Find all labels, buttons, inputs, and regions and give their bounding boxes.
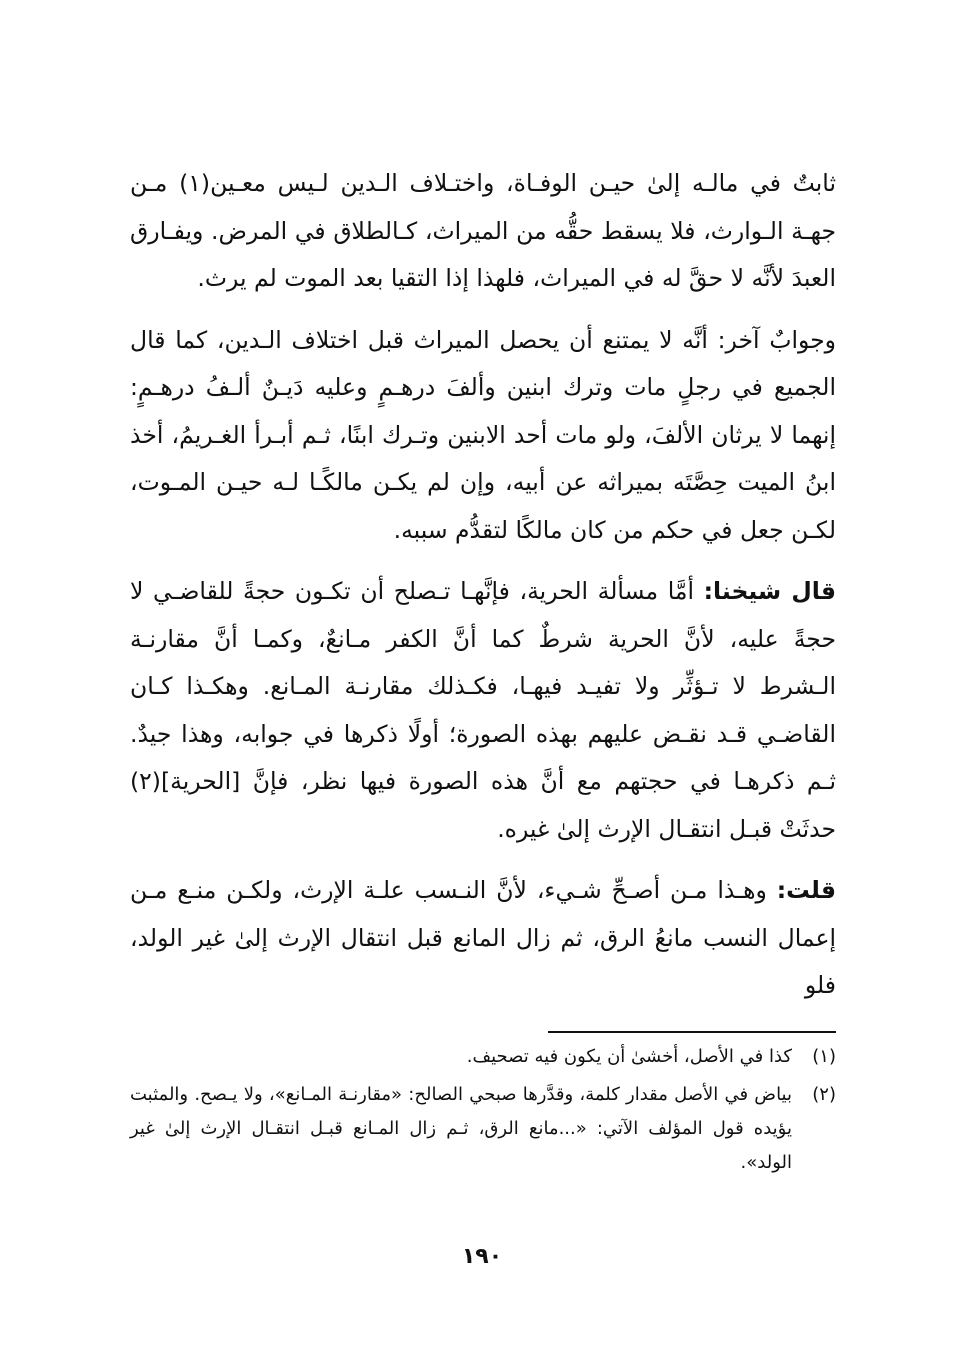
footnote-2 [130,1078,836,1180]
main-text [130,160,836,1024]
paragraph-text: وهـذا مـن أصـحِّ شـيء، لأنَّ النـسب علـة الإرث، ولكـن منـع مـن إعمال النسب مانعُ الرق، ثم زال المانع قبل انتقال الإرث إلىٰ غير الولد، فلو [130,876,836,999]
paragraph-lead: قال شيخنا: [703,577,836,605]
footnote-number: (٢) [812,1084,836,1105]
paragraph-text: أمَّا مسألة الحرية، فإنَّهـا تـصلح أن تكـون حجةً للقاضـي لا حجةً عليه، لأنَّ الحرية شرطٌ كما أنَّ الكفر مـانعٌ، وكمـا أنَّ مقارنـة الـشرط لا تـؤثِّر ولا تفيـد فيهـا، فكـذلك مقارنـة المـانع. وهكـذا كـان القاضـي قـد نقـض عليهم بهذه الصورة؛ أولًا ذكرها في جوابه، وهذا جيدٌ. ثـم ذكرهـا في حجتهم مع أنَّ هذه الصورة فيها نظر، فإنَّ [الحرية](٢) حدثَتْ قبـل انتقـال الإرث إلىٰ غيره. [130,577,836,843]
footnote-number: (١) [812,1046,836,1067]
footnotes [130,1040,836,1184]
footnote-1 [130,1040,836,1074]
footnote-text: بياض في الأصل مقدار كلمة، وقدَّرها صبحي الصالح: «مقارنـة المـانع»، ولا يـصح. والمثبت يؤيده قول المؤلف الآتي: «...مانع الرق، ثـم زال المـانع قبـل انتقـال الإرث إلىٰ غير الولد». [130,1084,792,1173]
footnote-text: كذا في الأصل، أخشىٰ أن يكون فيه تصحيف. [466,1046,792,1067]
paragraph-4 [130,867,836,1010]
paragraph-1 [130,160,836,303]
paragraph-lead: قلت: [776,876,836,904]
paragraph-2 [130,317,836,555]
footnote-divider [548,1031,836,1033]
paragraph-text: ثابتٌ في مالـه إلىٰ حيـن الوفـاة، واختـلاف الـدين لـيس معـين(١) مـن جهـة الـوارث، فلا يسقط حقُّه من الميراث، كـالطلاق في المرض. ويفـارق العبدَ لأنَّه لا حقَّ له في الميراث، فلهذا إذا التقيا بعد الموت لم يرث. [130,169,836,292]
paragraph-text: وجوابٌ آخر: أنَّه لا يمتنع أن يحصل الميراث قبل اختلاف الـدين، كما قال الجميع في رجلٍ مات وترك ابنين وألفَ درهـمٍ وعليه دَيـنٌ ألـفُ درهـمٍ: إنهما لا يرثان الألفَ، ولو مات أحد الابنين وتـرك ابنًا، ثـم أبـرأ الغـريمُ، أخذ ابنُ الميت حِصَّتَه بميراثه عن أبيه، وإن لم يكـن مالكًـا لـه حيـن المـوت، لكـن جعل في حكم من كان مالكًا لتقدُّم سببه. [130,325,836,544]
paragraph-3 [130,568,836,853]
page-number: ١٩٠ [461,1244,503,1269]
